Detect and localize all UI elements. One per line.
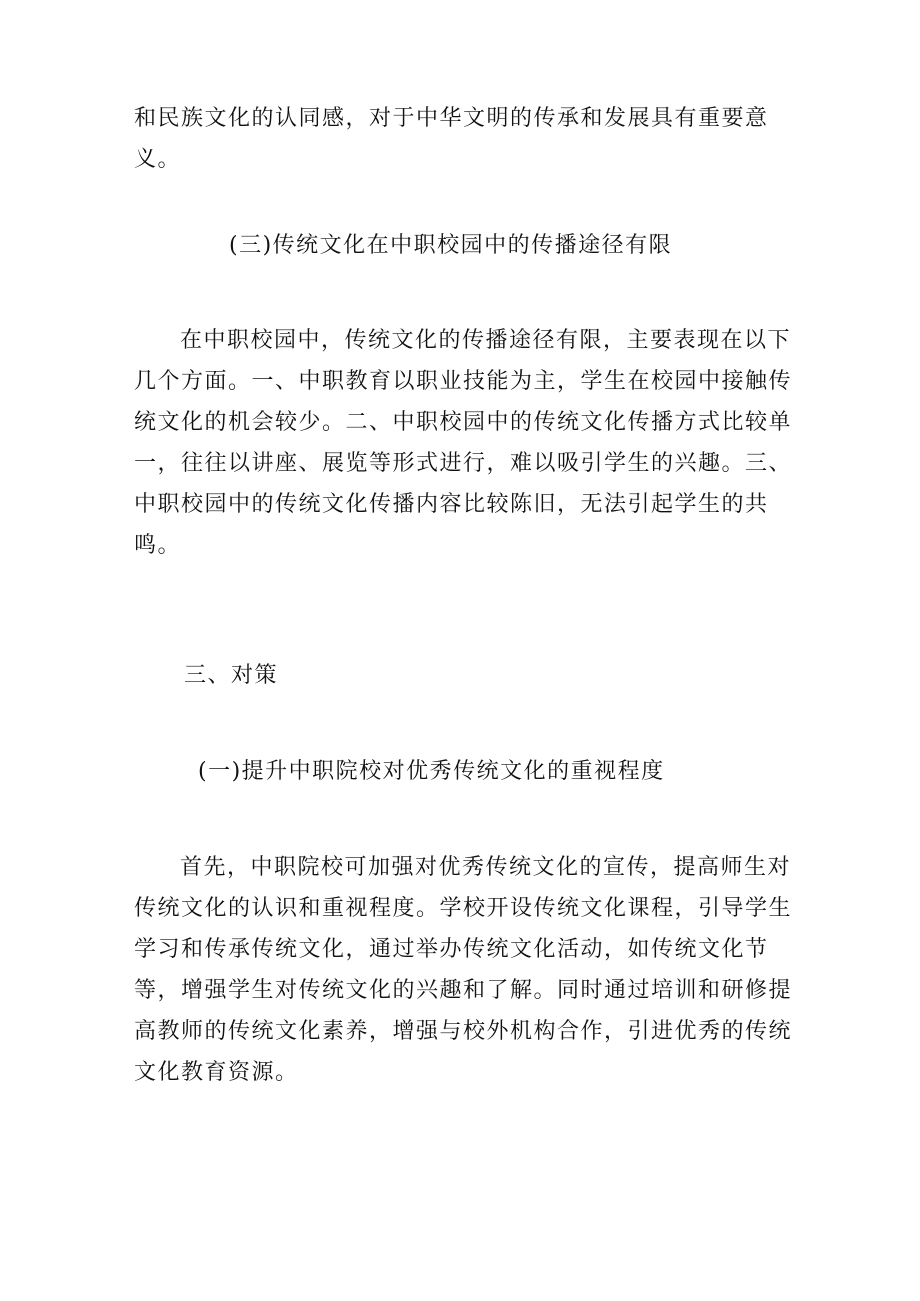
- section-3-1-heading: (一)提升中职院校对优秀传统文化的重视程度: [198, 759, 665, 784]
- section-2-3-heading: (三)传统文化在中职校园中的传播途径有限: [229, 233, 673, 258]
- section-3-heading: 三、对策: [184, 663, 279, 688]
- intro-paragraph: 和民族文化的认同感，对于中华文明的传承和发展具有重要意义。: [134, 106, 769, 172]
- section-2-3-paragraph: 在中职校园中，传统文化的传播途径有限，主要表现在以下几个方面。一、中职教育以职业技能为主，学生在校园中接触传统文化的机会较少。二、中职校园中的传统文化传播方式比较单一，往往以讲座、展览等形式进行，难以吸引学生的兴趣。三、中职校园中的传统文化传播内容比较陈旧，无法引起学生的共鸣。: [134, 328, 793, 558]
- section-3-1-paragraph: 首先，中职院校可加强对优秀传统文化的宣传，提高师生对传统文化的认识和重视程度。学校开设传统文化课程，引导学生学习和传承传统文化，通过举办传统文化活动，如传统文化节等，增强学生对传统文化的兴趣和了解。同时通过培训和研修提高教师的传统文化素养，增强与校外机构合作，引进优秀的传统文化教育资源。: [134, 855, 793, 1085]
